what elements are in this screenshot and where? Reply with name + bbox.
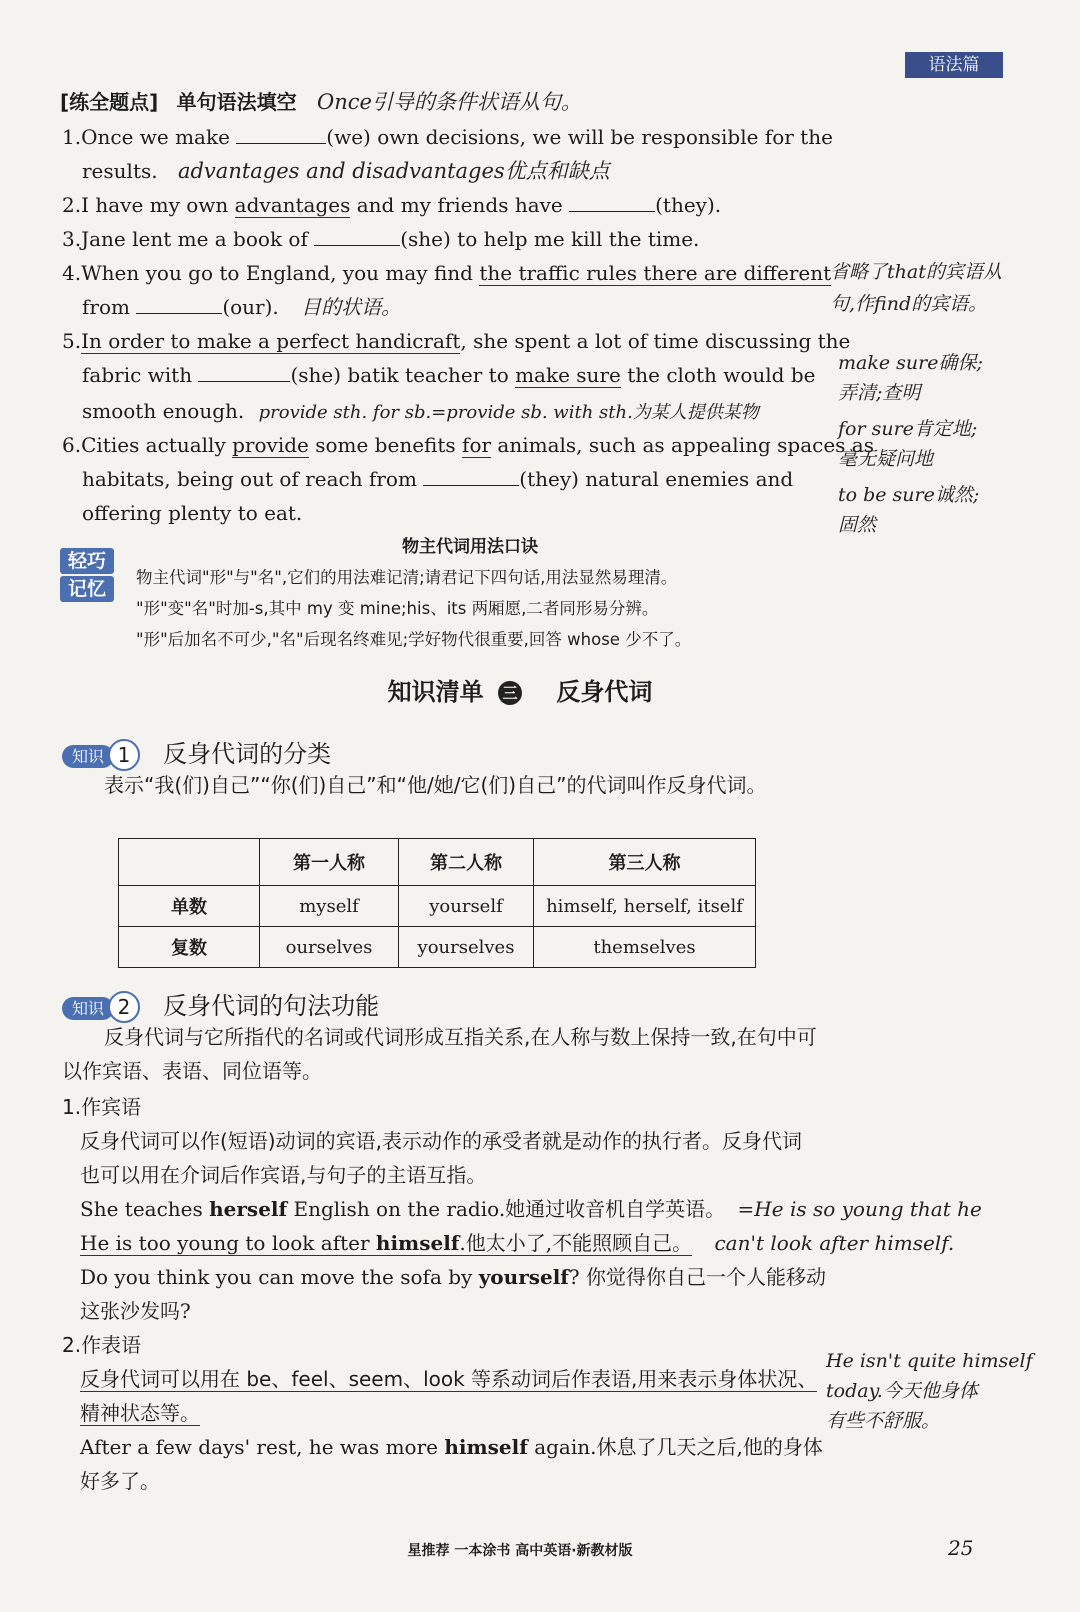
section-number-badge: 三 [498,681,522,705]
memory-lines: 物主代词"形"与"名",它们的用法难记清;请君记下四句话,用法显然易理清。 "形"变"名"时加-s,其中 my 变 mine;his、its 两厢愿,二者同形易分辨。 "形"后加名不可少,"名"后现名终难见;学好物代很重要,回答 whose 少不了。 [136,568,692,649]
knowledge-badge: 知识 [62,997,114,1020]
practice-type: 单句语法填空 [176,90,297,114]
exercise-item-6: 6.Cities actually provide some benefits for animals, such as appealing spaces as [62,433,874,457]
answer-blank[interactable] [423,463,519,486]
answer-blank[interactable] [198,359,290,382]
knowledge-1-header [62,734,331,771]
practice-heading [60,86,582,116]
exercise-item-4: 4.When you go to England, you may find the traffic rules there are different [62,261,832,285]
example-himself: He is too young to look after himself.他太小了,不能照顾自己。 can't look after himself. [80,1231,955,1255]
exercise-item-1-cont: results. advantages and disadvantages优点和缺点 [82,159,610,183]
section-tag-grammar: 语法篇 [905,52,1003,78]
handwritten-note-adv: advantages and disadvantages优点和缺点 [177,159,610,183]
example-yourself: Do you think you can move the sofa by yourself? 你觉得你自己一个人能移动 [80,1265,827,1289]
example-more-himself: After a few days' rest, he was more himself again.休息了几天之后,他的身体 [80,1435,823,1459]
knowledge-2-header [62,986,379,1023]
knowledge-1-title: 反身代词的分类 [163,740,332,768]
answer-blank[interactable] [236,121,326,144]
memory-title: 物主代词用法口诀 [402,537,538,557]
subsection-predicative-desc: 反身代词可以用在 be、feel、seem、look 等系动词后作表语,用来表示身体状况、 精神状态等。 [80,1367,818,1425]
practice-label: [练全题点] [60,90,159,114]
memory-tip-badge: 轻巧 记忆 [60,548,114,602]
subsection-predicative-heading: 2.作表语 [62,1333,142,1357]
answer-blank[interactable] [314,223,400,246]
handwritten-note-not-himself: He isn't quite himself today.今天他身体 有些不舒服。 [826,1350,1033,1432]
handwritten-note-omit: 省略了that的宾语从 句,作find的宾语。 [830,261,1002,315]
handwritten-note-make-sure: make sure确保; 弄清;查明 for sure肯定地; 毫无疑问地 to be sure诚然; 固然 [838,352,983,536]
exercise-item-3: 3.Jane lent me a book of (she) to help me kill the time. [62,222,699,256]
handwritten-note-look-after: can't look after himself. [714,1231,955,1255]
handwritten-note-once: Once引导的条件状语从句。 [317,90,582,114]
exercise-item-5-cont2: smooth enough. provide sth. for sb.=provide sb. with sth.为某人提供某物 [82,399,759,423]
answer-blank[interactable] [136,291,222,314]
table-row: 复数 ourselves yourselves themselves [119,927,756,968]
exercise-item-4-cont: from (our). 目的状语。 [82,290,401,324]
knowledge-number: 1 [108,739,140,771]
table-header-row: 第一人称 第二人称 第三人称 [119,839,756,886]
exercise-item-1: 1.Once we make (we) own decisions, we will be responsible for the [62,120,833,154]
knowledge-2-title: 反身代词的句法功能 [163,992,380,1020]
knowledge-badge: 知识 [62,745,114,768]
handwritten-note-purpose: 目的状语。 [301,295,402,319]
example-more-himself-cont: 好多了。 [80,1469,160,1493]
reflexive-pronoun-table [118,838,756,968]
table-row: 单数 myself yourself himself, herself, itself [119,886,756,927]
handwritten-note-so-young: =He is so young that he [737,1197,982,1221]
subsection-object-heading: 1.作宾语 [62,1095,142,1119]
handwritten-note-provide: provide sth. for sb.=provide sb. with sth.为某人提供某物 [258,402,759,423]
knowledge-number: 2 [108,991,140,1023]
page-number: 25 [948,1536,974,1560]
example-yourself-cont: 这张沙发吗? [80,1299,191,1323]
exercise-item-5-cont: fabric with (she) batik teacher to make sure the cloth would be [82,358,815,392]
exercise-item-2: 2.I have my own advantages and my friends have (they). [62,188,721,222]
knowledge-1-text: 表示“我(们)自己”“你(们)自己”和“他/她/它(们)自己”的代词叫作反身代词。 [104,773,767,797]
subsection-object-desc: 反身代词可以作(短语)动词的宾语,表示动作的承受者就是动作的执行者。反身代词也可以用在介词后作宾语,与句子的主语互指。 [80,1129,802,1187]
section-title: 知识清单 三 反身代词 [387,678,653,706]
footer-book-title: 星推荐 一本涂书 高中英语·新教材版 [407,1543,633,1559]
exercise-item-5: 5.In order to make a perfect handicraft, she spent a lot of time discussing the [62,329,851,353]
exercise-item-6-cont: habitats, being out of reach from (they) natural enemies and [82,462,793,496]
answer-blank[interactable] [569,189,655,212]
knowledge-2-intro: 反身代词与它所指代的名词或代词形成互指关系,在人称与数上保持一致,在句中可以作宾语、表语、同位语等。 [62,1025,817,1083]
exercise-item-6-cont2: offering plenty to eat. [82,501,303,525]
example-herself: She teaches herself English on the radio.她通过收音机自学英语。 =He is so young that he [80,1197,982,1221]
